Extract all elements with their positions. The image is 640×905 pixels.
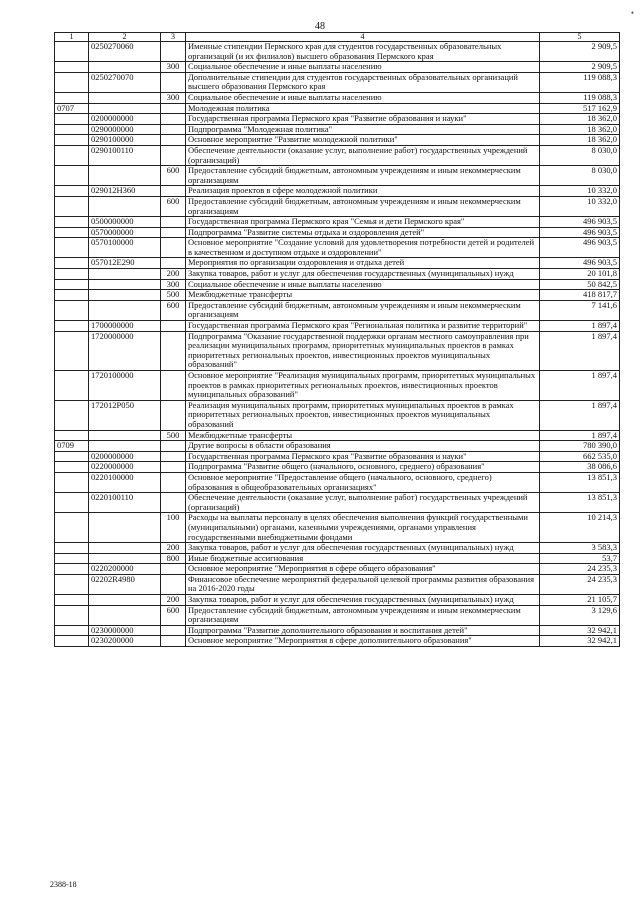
description-cell: Иные бюджетные ассигнования xyxy=(186,553,540,564)
amount-cell: 3 583,3 xyxy=(540,543,620,554)
expense-type-cell xyxy=(161,258,186,269)
description-cell: Предоставление субсидий бюджетным, автономным учреждениям и иным некоммерческим организациям xyxy=(186,300,540,320)
header-cell: 5 xyxy=(540,33,620,42)
expense-type-cell: 600 xyxy=(161,300,186,320)
table-row xyxy=(55,92,620,103)
description-cell: Дополнительные стипендии для студентов государственных образовательных организаций высшего образования Пермского края xyxy=(186,72,540,92)
description-cell: Предоставление субсидий бюджетным, автономным учреждениям и иным некоммерческим организациям xyxy=(186,605,540,625)
amount-cell: 10 214,3 xyxy=(540,513,620,543)
target-article-cell: 0220000000 xyxy=(89,462,161,473)
table-row xyxy=(55,72,620,92)
section-code-cell xyxy=(55,451,89,462)
table-row xyxy=(55,430,620,441)
header-cell: 1 xyxy=(55,33,89,42)
description-cell: Государственная программа Пермского края "Развитие образования и науки" xyxy=(186,451,540,462)
description-cell: Подпрограмма "Развитие системы отдыха и оздоровления детей" xyxy=(186,227,540,238)
amount-cell: 1 897,4 xyxy=(540,430,620,441)
table-body xyxy=(55,42,620,647)
description-cell: Подпрограмма "Развитие общего (начального, основного, среднего) образования" xyxy=(186,462,540,473)
target-article-cell: 0570100000 xyxy=(89,238,161,258)
table-row xyxy=(55,605,620,625)
target-article-cell xyxy=(89,62,161,73)
expense-type-cell: 200 xyxy=(161,269,186,280)
amount-cell: 1 897,4 xyxy=(540,400,620,430)
target-article-cell xyxy=(89,279,161,290)
expense-type-cell xyxy=(161,493,186,513)
amount-cell: 119 088,3 xyxy=(540,92,620,103)
description-cell: Государственная программа Пермского края "Развитие образования и науки" xyxy=(186,114,540,125)
amount-cell: 418 817,7 xyxy=(540,290,620,301)
section-code-cell xyxy=(55,186,89,197)
amount-cell: 780 390,0 xyxy=(540,441,620,452)
amount-cell: 53,7 xyxy=(540,553,620,564)
table-row xyxy=(55,400,620,430)
expense-type-cell xyxy=(161,124,186,135)
target-article-cell: 0290100110 xyxy=(89,145,161,165)
expense-type-cell: 300 xyxy=(161,62,186,73)
amount-cell: 18 362,0 xyxy=(540,114,620,125)
description-cell: Другие вопросы в области образования xyxy=(186,441,540,452)
amount-cell: 24 235,3 xyxy=(540,574,620,594)
amount-cell: 18 362,0 xyxy=(540,135,620,146)
expense-type-cell xyxy=(161,217,186,228)
expense-type-cell: 600 xyxy=(161,196,186,216)
section-code-cell xyxy=(55,321,89,332)
description-cell: Финансовое обеспечение мероприятий федеральной целевой программы развития образования на 2016-2020 годы xyxy=(186,574,540,594)
target-article-cell xyxy=(89,543,161,554)
description-cell: Основное мероприятие "Развитие молодежной политики" xyxy=(186,135,540,146)
section-code-cell xyxy=(55,92,89,103)
table-row xyxy=(55,186,620,197)
section-code-cell xyxy=(55,636,89,647)
amount-cell: 517 162,9 xyxy=(540,103,620,114)
expense-type-cell: 500 xyxy=(161,290,186,301)
target-article-cell: 172012Р050 xyxy=(89,400,161,430)
description-cell: Социальное обеспечение и иные выплаты населению xyxy=(186,279,540,290)
header-cell: 3 xyxy=(161,33,186,42)
table-row xyxy=(55,62,620,73)
amount-cell: 2 909,5 xyxy=(540,42,620,62)
section-code-cell xyxy=(55,462,89,473)
amount-cell: 2 909,5 xyxy=(540,62,620,73)
section-code-cell xyxy=(55,290,89,301)
description-cell: Основное мероприятие "Предоставление общего (начального, основного, среднего) образования в общеобразовательных организациях" xyxy=(186,472,540,492)
amount-cell: 3 129,6 xyxy=(540,605,620,625)
expense-type-cell xyxy=(161,371,186,401)
table-row xyxy=(55,114,620,125)
table-row xyxy=(55,451,620,462)
description-cell: Основное мероприятие "Создание условий для удовлетворения потребности детей и родителей в качественном и доступном отдыхе и оздоровлении" xyxy=(186,238,540,258)
target-article-cell xyxy=(89,103,161,114)
section-code-cell xyxy=(55,331,89,370)
target-article-cell: 0570000000 xyxy=(89,227,161,238)
target-article-cell xyxy=(89,595,161,606)
target-article-cell: 0230200000 xyxy=(89,636,161,647)
header-cell: 4 xyxy=(186,33,540,42)
expense-type-cell xyxy=(161,114,186,125)
target-article-cell: 0200000000 xyxy=(89,114,161,125)
description-cell: Государственная программа Пермского края "Семья и дети Пермского края" xyxy=(186,217,540,228)
amount-cell: 13 851,3 xyxy=(540,493,620,513)
description-cell: Подпрограмма "Развитие дополнительного образования и воспитания детей" xyxy=(186,625,540,636)
table-row xyxy=(55,543,620,554)
expense-type-cell xyxy=(161,472,186,492)
description-cell: Подпрограмма "Оказание государственной поддержки органам местного самоуправления при реализации муниципальных программ, приоритетных муниципальных проектов в рамках приоритетных региональных проектов, инвестиционных проектов муниципальных образований" xyxy=(186,331,540,370)
table-row xyxy=(55,636,620,647)
expense-type-cell: 600 xyxy=(161,166,186,186)
target-article-cell: 0230000000 xyxy=(89,625,161,636)
table-row xyxy=(55,290,620,301)
expense-type-cell xyxy=(161,462,186,473)
section-code-cell xyxy=(55,217,89,228)
target-article-cell: 029012Н360 xyxy=(89,186,161,197)
section-code-cell xyxy=(55,400,89,430)
corner-mark: • xyxy=(630,8,634,18)
table-row xyxy=(55,227,620,238)
target-article-cell: 0200000000 xyxy=(89,451,161,462)
table-row xyxy=(55,321,620,332)
section-code-cell xyxy=(55,574,89,594)
target-article-cell xyxy=(89,290,161,301)
description-cell: Межбюджетные трансферты xyxy=(186,430,540,441)
amount-cell: 32 942,1 xyxy=(540,625,620,636)
target-article-cell: 02202R4980 xyxy=(89,574,161,594)
amount-cell: 496 903,5 xyxy=(540,227,620,238)
description-cell: Основное мероприятие "Мероприятия в сфере дополнительного образования" xyxy=(186,636,540,647)
section-code-cell xyxy=(55,605,89,625)
expense-type-cell xyxy=(161,238,186,258)
amount-cell: 32 942,1 xyxy=(540,636,620,647)
description-cell: Межбюджетные трансферты xyxy=(186,290,540,301)
expense-type-cell: 300 xyxy=(161,92,186,103)
expense-type-cell xyxy=(161,145,186,165)
section-code-cell xyxy=(55,430,89,441)
amount-cell: 7 141,6 xyxy=(540,300,620,320)
section-code-cell xyxy=(55,238,89,258)
amount-cell: 662 535,0 xyxy=(540,451,620,462)
description-cell: Государственная программа Пермского края "Региональная политика и развитие территорий" xyxy=(186,321,540,332)
table-row xyxy=(55,564,620,575)
section-code-cell: 0707 xyxy=(55,103,89,114)
section-code-cell xyxy=(55,114,89,125)
section-code-cell xyxy=(55,553,89,564)
amount-cell: 8 030,0 xyxy=(540,145,620,165)
section-code-cell xyxy=(55,124,89,135)
table-row xyxy=(55,103,620,114)
table-row xyxy=(55,166,620,186)
description-cell: Закупка товаров, работ и услуг для обеспечения государственных (муниципальных) нужд xyxy=(186,595,540,606)
expense-type-cell: 800 xyxy=(161,553,186,564)
table-row xyxy=(55,462,620,473)
description-cell: Социальное обеспечение и иные выплаты населению xyxy=(186,92,540,103)
page-number: 48 xyxy=(315,21,325,32)
expense-type-cell xyxy=(161,574,186,594)
expense-type-cell: 300 xyxy=(161,279,186,290)
expense-type-cell xyxy=(161,636,186,647)
target-article-cell xyxy=(89,441,161,452)
target-article-cell: 0220200000 xyxy=(89,564,161,575)
amount-cell: 13 851,3 xyxy=(540,472,620,492)
target-article-cell xyxy=(89,513,161,543)
table-row xyxy=(55,238,620,258)
target-article-cell: 1720000000 xyxy=(89,331,161,370)
section-code-cell xyxy=(55,543,89,554)
amount-cell: 1 897,4 xyxy=(540,331,620,370)
expense-type-cell: 600 xyxy=(161,605,186,625)
table-row xyxy=(55,472,620,492)
section-code-cell xyxy=(55,595,89,606)
section-code-cell xyxy=(55,493,89,513)
description-cell: Мероприятия по организации оздоровления и отдыха детей xyxy=(186,258,540,269)
target-article-cell: 0500000000 xyxy=(89,217,161,228)
expense-type-cell: 200 xyxy=(161,543,186,554)
table-row xyxy=(55,574,620,594)
target-article-cell: 0220100000 xyxy=(89,472,161,492)
description-cell: Расходы на выплаты персоналу в целях обеспечения выполнения функций государственными (муниципальными) органами, казенными учреждениями, органами управления государственными внебюджетными фондами xyxy=(186,513,540,543)
description-cell: Обеспечение деятельности (оказание услуг, выполнение работ) государственных учреждений (организаций) xyxy=(186,493,540,513)
description-cell: Предоставление субсидий бюджетным, автономным учреждениям и иным некоммерческим организациям xyxy=(186,196,540,216)
expense-type-cell xyxy=(161,227,186,238)
target-article-cell: 0250270060 xyxy=(89,42,161,62)
table-row xyxy=(55,513,620,543)
amount-cell: 496 903,5 xyxy=(540,258,620,269)
description-cell: Реализация проектов в сфере молодежной политики xyxy=(186,186,540,197)
target-article-cell xyxy=(89,430,161,441)
expense-type-cell: 200 xyxy=(161,595,186,606)
expense-type-cell: 500 xyxy=(161,430,186,441)
description-cell: Предоставление субсидий бюджетным, автономным учреждениям и иным некоммерческим организациям xyxy=(186,166,540,186)
amount-cell: 1 897,4 xyxy=(540,321,620,332)
section-code-cell xyxy=(55,166,89,186)
amount-cell: 8 030,0 xyxy=(540,166,620,186)
description-cell: Социальное обеспечение и иные выплаты населению xyxy=(186,62,540,73)
table-row xyxy=(55,124,620,135)
section-code-cell xyxy=(55,227,89,238)
amount-cell: 10 332,0 xyxy=(540,196,620,216)
expense-type-cell xyxy=(161,441,186,452)
expense-type-cell xyxy=(161,72,186,92)
amount-cell: 119 088,3 xyxy=(540,72,620,92)
description-cell: Обеспечение деятельности (оказание услуг, выполнение работ) государственных учреждений (организаций) xyxy=(186,145,540,165)
table-row xyxy=(55,371,620,401)
description-cell: Подпрограмма "Молодежная политика" xyxy=(186,124,540,135)
amount-cell: 496 903,5 xyxy=(540,217,620,228)
section-code-cell xyxy=(55,279,89,290)
target-article-cell: 1720100000 xyxy=(89,371,161,401)
section-code-cell xyxy=(55,42,89,62)
table-row xyxy=(55,441,620,452)
description-cell: Основное мероприятие "Реализация муниципальных программ, приоритетных муниципальных проектов в рамках приоритетных региональных проектов, инвестиционных проектов муниципальных образований" xyxy=(186,371,540,401)
table-row xyxy=(55,135,620,146)
table-row xyxy=(55,553,620,564)
section-code-cell xyxy=(55,472,89,492)
description-cell: Молодежная политика xyxy=(186,103,540,114)
description-cell: Закупка товаров, работ и услуг для обеспечения государственных (муниципальных) нужд xyxy=(186,269,540,280)
footer-code: 2388-18 xyxy=(50,880,77,889)
expense-type-cell xyxy=(161,400,186,430)
amount-cell: 10 332,0 xyxy=(540,186,620,197)
amount-cell: 1 897,4 xyxy=(540,371,620,401)
description-cell: Основное мероприятие "Мероприятия в сфере общего образования" xyxy=(186,564,540,575)
section-code-cell xyxy=(55,625,89,636)
amount-cell: 24 235,3 xyxy=(540,564,620,575)
table-row xyxy=(55,595,620,606)
target-article-cell xyxy=(89,300,161,320)
table-row xyxy=(55,300,620,320)
description-cell: Закупка товаров, работ и услуг для обеспечения государственных (муниципальных) нужд xyxy=(186,543,540,554)
section-code-cell xyxy=(55,135,89,146)
expense-type-cell xyxy=(161,625,186,636)
expense-type-cell: 100 xyxy=(161,513,186,543)
description-cell: Именные стипендии Пермского края для студентов государственных образовательных организаций (и их филиалов) высшего образования Пермского края xyxy=(186,42,540,62)
target-article-cell xyxy=(89,92,161,103)
table-row xyxy=(55,42,620,62)
amount-cell: 38 086,6 xyxy=(540,462,620,473)
header-cell: 2 xyxy=(89,33,161,42)
section-code-cell xyxy=(55,258,89,269)
section-code-cell xyxy=(55,269,89,280)
table-row xyxy=(55,279,620,290)
target-article-cell: 0220100110 xyxy=(89,493,161,513)
target-article-cell: 0250270070 xyxy=(89,72,161,92)
expense-type-cell xyxy=(161,321,186,332)
table-row xyxy=(55,196,620,216)
target-article-cell: 0290100000 xyxy=(89,135,161,146)
target-article-cell xyxy=(89,269,161,280)
section-code-cell xyxy=(55,62,89,73)
section-code-cell xyxy=(55,145,89,165)
section-code-cell xyxy=(55,564,89,575)
expense-type-cell xyxy=(161,103,186,114)
target-article-cell: 0290000000 xyxy=(89,124,161,135)
expense-type-cell xyxy=(161,186,186,197)
target-article-cell xyxy=(89,553,161,564)
target-article-cell: 1700000000 xyxy=(89,321,161,332)
section-code-cell: 0709 xyxy=(55,441,89,452)
amount-cell: 50 842,5 xyxy=(540,279,620,290)
table-row xyxy=(55,493,620,513)
target-article-cell: 057012Е290 xyxy=(89,258,161,269)
section-code-cell xyxy=(55,72,89,92)
budget-table xyxy=(54,32,620,647)
target-article-cell xyxy=(89,196,161,216)
amount-cell: 20 101,8 xyxy=(540,269,620,280)
amount-cell: 18 362,0 xyxy=(540,124,620,135)
expense-type-cell xyxy=(161,564,186,575)
section-code-cell xyxy=(55,371,89,401)
table-row xyxy=(55,625,620,636)
table-row xyxy=(55,258,620,269)
target-article-cell xyxy=(89,166,161,186)
target-article-cell xyxy=(89,605,161,625)
expense-type-cell xyxy=(161,451,186,462)
table-header-row xyxy=(55,33,620,42)
description-cell: Реализация муниципальных программ, приоритетных муниципальных проектов в рамках приоритетных региональных проектов, инвестиционных проектов муниципальных образований xyxy=(186,400,540,430)
section-code-cell xyxy=(55,513,89,543)
expense-type-cell xyxy=(161,42,186,62)
amount-cell: 21 105,7 xyxy=(540,595,620,606)
section-code-cell xyxy=(55,196,89,216)
table-row xyxy=(55,217,620,228)
amount-cell: 496 903,5 xyxy=(540,238,620,258)
table-row xyxy=(55,145,620,165)
table-row xyxy=(55,269,620,280)
expense-type-cell xyxy=(161,135,186,146)
expense-type-cell xyxy=(161,331,186,370)
table-row xyxy=(55,331,620,370)
section-code-cell xyxy=(55,300,89,320)
